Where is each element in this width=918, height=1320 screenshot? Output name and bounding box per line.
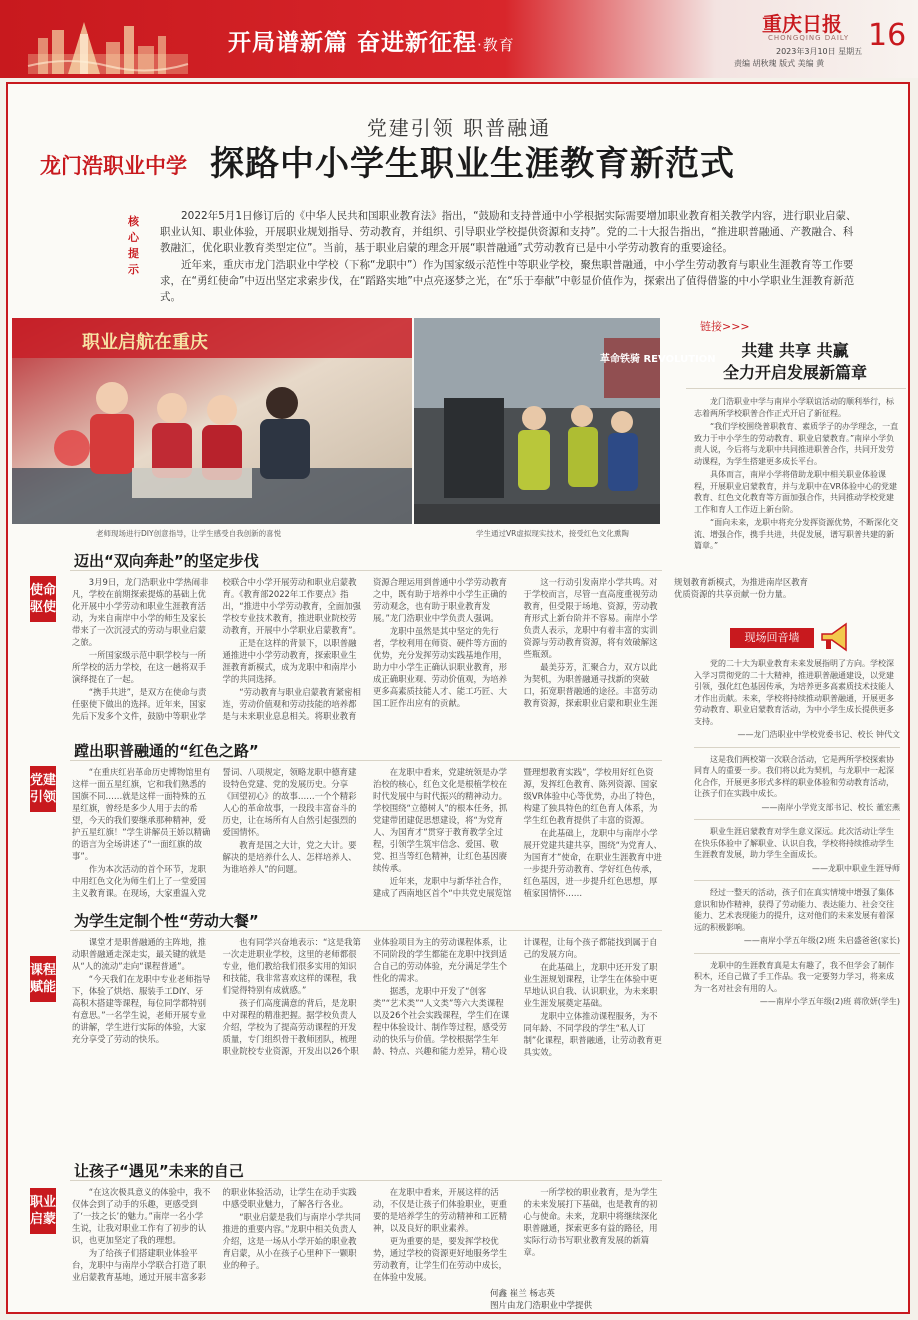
quote-block <box>694 826 900 874</box>
body-paragraph: 在此基础上，龙职中还开发了职业生涯规划课程，让学生在体验中更早地认识自我、认识职业，为未来职业生涯发展奠定基础。 <box>523 962 658 1008</box>
quote-block <box>694 658 900 741</box>
byline-photo-credit: 图片由龙门浩职业中学提供 <box>490 1301 593 1311</box>
sidebar-divider <box>686 388 906 389</box>
body-paragraph: 孩子们高度满意的背后，是龙职中对课程的精准把握。据学校负责人介绍，学校为了提高劳动课程的开发质量，专门组织骨干教师团队，梳理职业院校专业资源，开发出以26个职业体验项目为主的劳动课程体系，让不同阶段的学生都能在龙职中找到适合自己的劳动体验，充分满足学生个性化的需求。 <box>222 937 507 1056</box>
school-name: 龙门浩职业中学 <box>40 154 187 178</box>
body-paragraph: 据悉，龙职中开发了“创客类”“艺术类”“人文类”等六大类课程以及26个社会实践课程，学生们在课程中体验设计、制作等过程，感受劳动的快乐与价值。学校根据学生年龄、特点、兴趣和能力差异，精心设计课程，让每个孩子都能找到属于自己的发展方向。 <box>373 937 658 1056</box>
body-paragraph: “在重庆红岩革命历史博物馆里有这样一面五星红旗，它和我们熟悉的国旗不同……就是这样一面特殊的五星红旗，曾经是多少人用于去的希望，今天的我们要继承那种精神，爱护五星红旗！”学生讲解员王娇以精确的语言为全场讲述了“一面红旗的故事”。 <box>72 767 211 861</box>
body-paragraph: 龙职中立体推动课程服务，为不同年龄、不同学段的学生“私人订制”化课程，职普融通，让劳动教育更具实效。 <box>523 1011 662 1057</box>
slogan-text: 开局谱新篇 奋进新征程 <box>228 30 478 56</box>
body-paragraph: 为了给孩子们搭建职业体验平台，龙职中与南岸小学联合打造了职业启蒙教育基地，通过开展丰富多彩的职业体验活动，让学生在动手实践中感受职业魅力，了解各行各业。 <box>72 1187 357 1282</box>
quote-divider <box>694 819 900 820</box>
section-divider <box>70 760 662 761</box>
section-title-career: 让孩子“遇见”未来的自己 <box>74 1162 244 1180</box>
section-divider <box>70 570 662 571</box>
section-tag-course: 课程赋能 <box>30 956 56 1002</box>
quote-divider <box>694 747 900 748</box>
quote-block <box>694 887 900 947</box>
page-header <box>0 0 918 78</box>
editor-credits: 责编 胡秋瑰 版式 美编 黄 <box>734 59 825 68</box>
quote-divider <box>694 880 900 881</box>
body-paragraph: 一所学校的职业教育，是为学生的未来发展打下基础，也是教育的初心与使命。未来，龙职中将继续深化职普融通，探索更多有益的路径，用实际行动书写职业教育发展的新篇章。 <box>523 1187 658 1257</box>
intro-paragraph: 2022年5月1日修订后的《中华人民共和国职业教育法》指出，“鼓励和支持普通中小学根据实际需要增加职业教育相关教学内容，进行职业启蒙、职业认知、职业体验，开展职业规划指导、劳动教育，并组织、引导职业学校提供资源和支持”。党的二十大报告指出，“推进职普融通、产教融合、科教融汇，优化职业教育类型定位”。当前，基于职业启蒙的理念开展“职普融通”式劳动教育已是中小学劳动教育的重要途径。 <box>160 210 857 254</box>
quote-signature: ——南岸小学五年级(2)班 蒋欣妍(学生) <box>759 997 900 1006</box>
quote-block <box>694 754 900 814</box>
body-paragraph: “职业启蒙是我们与南岸小学共同推进的重要内容。”龙职中相关负责人介绍，这是一场从小学开始的职业教育启蒙，从小在孩子心里种下一颗职业的种子。 <box>222 1212 361 1270</box>
newspaper-logo: 重庆日报 <box>762 12 842 36</box>
body-paragraph: 在龙职中看来，开展这样的活动，不仅是让孩子们体验职业，更重要的是培养学生的劳动精神和工匠精神，以及良好的职业素养。 <box>373 1187 507 1233</box>
body-paragraph: 3月9日，龙门浩职业中学热闹非凡，学校在前期探索提炼的基础上优化开展中小学劳动和职业生涯教育活动，为来自南岸中小学的师生及家长带来了一次沉浸式的劳动与职业启蒙之旅。 <box>72 577 209 647</box>
quote-text: 党的二十大为职业教育未来发展指明了方向。学校深入学习贯彻党的二十大精神，推进职普融通建设，以党建引领，强化红色基因传承，为培养更多高素质技术技能人才作出贡献。未来，学校将持续推动职普融通，开展更多劳动教育、职业启蒙教育活动，为中小学生成长提供更多支持。 <box>694 659 894 726</box>
body-paragraph: 龙职中虽然是其中坚定的先行者，学校利用在师资、硬件等方面的优势，充分发挥劳动实践基地作用，助力中小学生正确认识职业教育，形成正确职业观、劳动价值观，为培养更多高素质技能人才、能工巧匠、大国工匠作出应有的贡献。 <box>373 626 507 708</box>
body-paragraph: 作为本次活动的首个环节，龙职中用红色文化为师生们上了一堂爱国主义教育课。在现场，大家重温入党誓词、八项规定，领略龙职中德育建设特色党建、党的发展历史。分享《回望初心》的故事……一个个精彩人心的革命故事，一段段丰富奋斗的历史，让在场所有人自然引起强烈的爱国情怀。 <box>72 767 357 898</box>
sidebar-paragraph: “面向未来，龙职中将充分发挥资源优势，不断深化交流、增强合作，携手共进，共促发展，谱写职普共建的新篇章。” <box>694 518 899 550</box>
sidebar-paragraph: 龙门浩职业中学与南岸小学联谊活动的顺利举行，标志着两所学校职普合作正式开启了新征程。 <box>694 397 894 418</box>
sidebar-paragraph: 具体而言，南岸小学将借助龙职中相关职业体验课程，开展职业启蒙教育，并与龙职中在VR体验中心的党建教育、红色文化教育等方面加强合作，共同推动学校党建工作和育人工作迈上新台阶。 <box>694 470 898 514</box>
section-tag-party: 党建引领 <box>30 766 56 812</box>
page-number: 16 <box>868 18 907 53</box>
intro-paragraph: 近年来，重庆市龙门浩职业中学校（下称“龙职中”）作为国家级示范性中等职业学校，聚焦职普融通，中小学生劳动教育与职业生涯教育等工作要求，在“勇红使命”中迈出坚定求索步伐，在“蹈路实地”中点亮逐梦之光，在“乐于奉献”中彰显价值作为，探索出了值得借鉴的中小学职业生涯教育新范式。 <box>160 259 855 303</box>
section-title-party: 蹚出职普融通的“红色之路” <box>74 742 259 760</box>
body-paragraph: “在这次极具意义的体验中，我不仅体会到了动手的乐趣，更感受到了‘一技之长’的魅力。”南岸一名小学生说，让我对职业工作有了初步的认识，也更加坚定了我的理想。 <box>72 1187 211 1245</box>
newspaper-logo-en: CHONGQING DAILY <box>768 34 850 42</box>
section-divider <box>70 1180 662 1181</box>
sidebar-title-line2: 全力开启发展新篇章 <box>722 363 867 382</box>
page-title: 探路中小学生职业生涯教育新范式 <box>210 144 735 184</box>
body-paragraph: 正是在这样的背景下，以职普融通推进中小学劳动教育，探索职业生涯教育新模式，成为龙职中和南岸小学的共同选择。 <box>222 638 357 684</box>
section-title-course: 为学生定制个性“劳动大餐” <box>74 912 259 930</box>
body-paragraph: 在此基础上，龙职中与南岸小学展开党建共建共享，围绕“为党育人、为国育才”使命，在职业生涯教育中进一步提升劳动教育、学好红色传承，红色基因，进一步提升红色思想，厚植家国情怀…… <box>523 828 662 898</box>
body-paragraph: 这一行动引发南岸小学共鸣。对于学校而言，尽管一直高度重视劳动教育，但受限于场地、资源，劳动教育形式上新台阶并不容易。南岸小学负责人表示，龙职中有着丰富的实训资源与劳动教育资源，将有效破解这些瓶颈。 <box>523 577 658 659</box>
photo1-banner-text: 职业启航在重庆 <box>82 332 208 353</box>
section-label: ·教育 <box>477 36 515 54</box>
article-subtitle: 党建引领 职普融通 <box>366 116 552 140</box>
key-points-label: 核心提示 <box>128 215 139 276</box>
quote-text: 龙职中的生涯教育真是太有趣了，我不但学会了制作积木，还自己做了手工作品。我一定要努力学习，将来成为一名对社会有用的人。 <box>694 960 894 993</box>
quote-text: 经过一整天的活动，孩子们在真实情境中增强了集体意识和协作精神，获得了劳动能力、表达能力、社会交往能力、艺术表现能力的提升，这对他们的未来发展有着深远的积极影响。 <box>694 888 894 932</box>
quote-block <box>694 960 900 1008</box>
body-paragraph: 更为重要的是，要发挥学校优势，通过学校的资源更好地服务学生劳动教育，让学生们在劳动中成长，在体验中发展。 <box>373 1236 507 1282</box>
body-paragraph: “携手共进”，是双方在使命与责任驱使下做出的选择。近年来，国家先后下发多个文件，鼓励中等职业学校联合中小学开展劳动和职业启蒙教育。《教育部2022年工作要点》指出，“推进中小学劳动教育，全面加强学校专业技术教育，推进职业院校劳动教育，开展中小学职业启蒙教育”。 <box>72 577 361 721</box>
section-divider <box>70 930 662 931</box>
quote-signature: ——南岸小学五年级(2)班 朱启盛爸爸(家长) <box>743 936 900 945</box>
section-title-mission: 迈出“双向奔赴”的坚定步伐 <box>74 552 259 570</box>
body-paragraph: 课堂才是职普融通的主阵地，推动职普融通走深走实，最关键的就是从“人的流动”走向“课程普通”。 <box>72 937 207 971</box>
byline-authors: 何鑫 崔兰 杨志英 <box>490 1289 555 1299</box>
quote-divider <box>694 953 900 954</box>
quote-signature: ——龙职中职业生涯导师 <box>812 863 900 873</box>
photo-vr-image <box>414 318 716 524</box>
section-tag-career: 职业启蒙 <box>30 1188 56 1234</box>
body-paragraph: 近年来，龙职中与新华社合作，建成了西南地区首个“中共党史展览馆暨理想教育实践”，学校用好红色资源，发挥红色教育、陈列资源、国家级VR体验中心等优势，办出了特色，构建了独具特色的红色育人体系，为学生红色教育提供了丰富的资源。 <box>373 767 661 898</box>
photo2-banner-text: 革命铁骑 REVOLUTION <box>600 354 716 365</box>
sidebar-link-label: 链接>>> <box>700 320 750 333</box>
body-paragraph: 一所国家级示范中职学校与一所所学校的活力学校，在这一趟将双手演绎提在了一起。 <box>72 650 207 684</box>
sidebar-title-line1: 共建 共享 共赢 <box>741 341 849 360</box>
quote-text: 职业生涯启蒙教育对学生意义深远。此次活动让学生在快乐体验中了解职业、认识自我，学校将持续推动学生生涯教育发展，助力学生全面成长。 <box>694 827 894 859</box>
header-slogan <box>228 24 515 57</box>
quote-signature: ——龙门浩职业中学校党委书记、校长 钟代文 <box>737 730 900 739</box>
body-paragraph: 教育是国之大计，党之大计。要解决的是培养什么人、怎样培养人、为谁培养人”的问题。 <box>222 840 357 874</box>
section-body-party <box>72 766 662 902</box>
sidebar-paragraph: “我们学校围绕普职教育、素质学子的办学理念，一直致力于中小学生的劳动教育、职业启蒙教育。”南岸小学负责人说，今后将与龙职中共同推进职普合作，共同开发劳动课程，为学生搭建更多成长平台。 <box>694 422 899 466</box>
photo-diy-image <box>12 318 412 524</box>
photo2-caption: 学生通过VR虚拟现实技术，接受红色文化熏陶 <box>476 529 629 538</box>
article-bylines <box>490 1288 592 1312</box>
photo-diy-guidance <box>12 318 412 524</box>
echo-wall-label: 现场回音墙 <box>730 628 814 648</box>
megaphone-icon <box>818 620 852 654</box>
body-paragraph: “今天我们在龙职中专业老师指导下，体验了烘焙、服装手工DIY、牙高积木搭建等课程，每位同学都特别有意思。”一名学生说，老师开展专业的讲解，学生进行实际的体验，大家充分享受了劳动的快乐。 <box>72 974 211 1044</box>
body-paragraph: 也有同学兴奋地表示：“这是我第一次走进职业学校，这里的老师都很专业，他们教给我们很多实用的知识和技能，我非常喜欢这样的课程，我们觉得特别有成就感。” <box>222 937 361 995</box>
section-body-course <box>72 936 662 1156</box>
sidebar-body <box>694 396 900 618</box>
city-skyline-icon <box>28 16 188 74</box>
quote-text: 这是我们两校第一次联合活动，它是两所学校探索协同育人的重要一步。我们将以此为契机，与龙职中一起深化合作，开展更多形式多样的职业体验和劳动教育活动，让孩子们在实践中成长。 <box>694 754 894 798</box>
body-paragraph: “劳动教育与职业启蒙教育紧密相连，劳动价值观和劳动技能的培养都是与未来职业息息相关。将职业教育资源合理运用到普通中小学劳动教育之中，既有助于培养中小学生正确的劳动观念，也有助于职业教育发展。”龙门浩职业中学负责人强调。 <box>222 577 507 721</box>
body-paragraph: 在龙职中看来，党建统领是办学治校的核心，红色文化是根植学校在时代发展中与时代振兴的精神动力。学校围绕“立德树人”的根本任务，抓党建带团建促思想建设，将“为党育人、为国育才”贯穿于教育教学全过程，引领学生筑牢信念、爱国、敬党、担当等红色精神，让红色基因赓续传承。 <box>373 767 508 873</box>
photo-vr-experience <box>414 318 716 524</box>
quote-signature: ——南岸小学党支部书记、校长 董宏燕 <box>761 802 900 812</box>
article-intro <box>160 208 860 306</box>
section-tag-mission: 使命驱使 <box>30 576 56 622</box>
issue-date: 2023年3月10日 星期五 <box>776 47 863 56</box>
section-body-career <box>72 1186 662 1286</box>
photo1-caption: 老师现场进行DIY创意指导，让学生感受自我创新的喜悦 <box>96 529 282 538</box>
echo-wall-quotes <box>694 658 900 1298</box>
body-paragraph: 最美芬芳，汇聚合力，双方以此为契机，为职普融通寻找新的突破口，拓宽职普融通的途径。丰富劳动教育资源，探索职业启蒙和职业生涯规划教育新模式，为推进南岸区教育优质资源的共享贡献一份力量。 <box>523 577 808 708</box>
